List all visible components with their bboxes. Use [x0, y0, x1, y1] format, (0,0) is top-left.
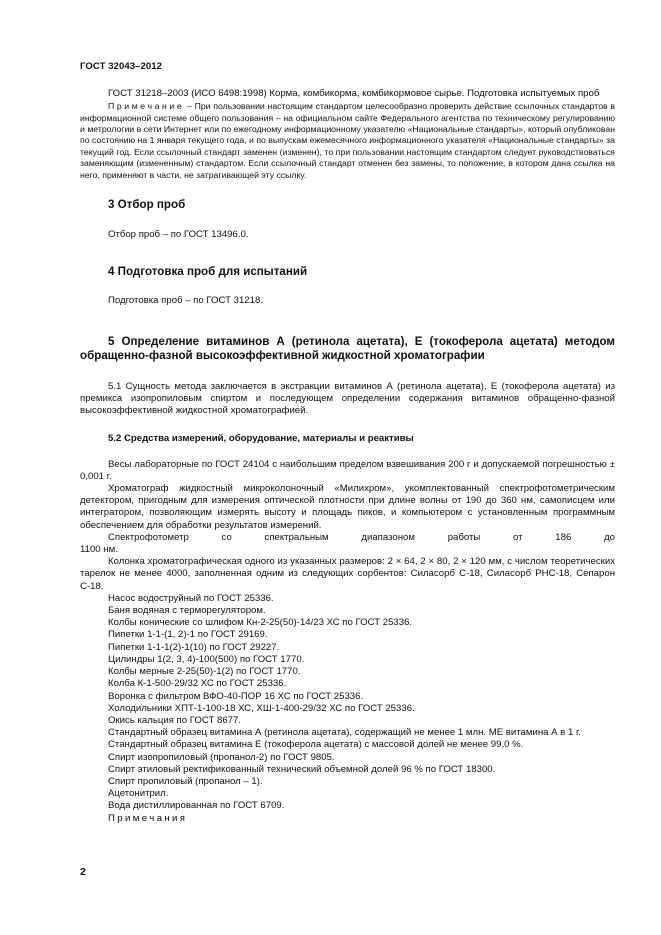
- list-item: Спирт изопропиловый (пропанол-2) по ГОСТ 9805.: [108, 751, 335, 763]
- list-item: Колбы конические со шлифом Кн-2-25(50)-14/23 ХС по ГОСТ 25336.: [108, 617, 413, 629]
- section-5-2-title: 5.2 Средства измерений, оборудование, материалы и реактивы: [108, 433, 414, 445]
- section-3-text: Отбор проб – по ГОСТ 13496.0.: [108, 228, 249, 240]
- list-item: Баня водяная с терморегулятором.: [108, 605, 266, 617]
- list-item: Весы лабораторные по ГОСТ 24104 с наибольшим пределом взвешивания 200 г и допускаемой погрешностью ± 0,001 г.: [80, 458, 615, 482]
- section-4-title: 4 Подготовка проб для испытаний: [108, 264, 308, 278]
- list-item: Колба К-1-500-29/32 ХС по ГОСТ 25336.: [108, 678, 287, 690]
- section-5-title: 5 Определение витаминов А (ретинола ацетата), Е (токоферола ацетата) методом обращенно-фазной высокоэффективной жидкостной хроматографии: [80, 334, 615, 363]
- note-label: Примечание: [108, 101, 185, 112]
- list-item: Насос водоструйный по ГОСТ 25336.: [108, 592, 274, 604]
- list-item: Хроматограф жидкостный микроколоночный «Милихром», укомплектованный спектрофотометрическим детектором, пригодным для измерения оптической плотности при длине волны от 190 до 360 нм, самописцем или интегратором, позволяющим измерять высоту и площадь пиков, и компьютером с установленным программным обеспечением для обработки результатов измерений.: [80, 483, 615, 531]
- section-5-1: 5.1 Сущность метода заключается в экстракции витаминов А (ретинола ацетата), Е (токоферола ацетата) из премикса изопропиловым спиртом и последующем определении содержания витаминов обращенно-фазной высокоэффективной жидкостной хроматографией.: [80, 380, 615, 417]
- list-item: Спектрофотометр со спектральным диапазоном работы от 186 до: [108, 531, 615, 543]
- standard-header: ГОСТ 32043–2012: [80, 61, 163, 72]
- list-item: Пипетки 1-1-1(2)-1(10) по ГОСТ 29227.: [108, 641, 280, 653]
- page-content: [80, 88, 615, 825]
- list-item: Холодильники ХПТ-1-100-18 ХС, ХШ-1-400-29/32 ХС по ГОСТ 25336.: [108, 702, 415, 714]
- list-item: Окись кальция по ГОСТ 8677.: [108, 714, 241, 726]
- reference-note: [80, 101, 615, 181]
- list-item: 1100 нм.: [80, 544, 118, 556]
- section-3-title: 3 Отбор проб: [108, 198, 186, 212]
- list-item: Спирт пропиловый (пропанол – 1).: [108, 775, 263, 787]
- list-item: Воронка с фильтром ВФО-40-ПОР 16 ХС по ГОСТ 25336.: [108, 690, 364, 702]
- note-text: – При пользовании настоящим стандартом целесообразно проверить действие ссылочных стандартов в информационной системе общего пользования – на официальном сайте Федерального агентства по техническому регулированию и метрологии в сети Интернет или по ежегодному информационному указателю «Национальные стандарты», который опубликован по состоянию на 1 января текущего года, и по выпускам ежемесячного информационного указателя «Национальные стандарты» за текущий год. Если ссылочный стандарт заменен (изменен), то при пользовании настоящим стандартом следует руководствоваться заменяющим (измененным) стандартом. Если ссылочный стандарт отменен без замены, то положение, в котором дана ссылка на него, применяют в части, не затрагивающей эту ссылку.: [80, 101, 615, 180]
- list-item: Колбы мерные 2-25(50)-1(2) по ГОСТ 1770.: [108, 666, 301, 678]
- notes-label: Примечания: [108, 812, 188, 824]
- list-item: Спирт этиловый ректификованный технический объемной долей 96 % по ГОСТ 18300.: [108, 763, 496, 775]
- list-item: Вода дистиллированная по ГОСТ 6709.: [108, 800, 285, 812]
- list-item: Цилиндры 1(2, 3, 4)-100(500) по ГОСТ 1770.: [108, 653, 305, 665]
- list-item: Пипетки 1-1-(1, 2)-1 по ГОСТ 29169.: [108, 629, 268, 641]
- list-item: Ацетонитрил.: [108, 788, 169, 800]
- reference-gost-31218: ГОСТ 31218–2003 (ИСО 6498:1998) Корма, комбикорма, комбикормовое сырье. Подготовка испытуемых проб: [108, 88, 600, 99]
- page-number: 2: [80, 866, 86, 878]
- equipment-list: [80, 459, 615, 825]
- list-item: Стандартный образец витамина А (ретинола ацетата), содержащий не менее 1 млн. МЕ витамина А в 1 г.: [108, 727, 581, 739]
- list-item: Стандартный образец витамина Е (токоферола ацетата) с массовой долей не менее 99,0 %.: [108, 739, 524, 751]
- list-item: Колонка хроматографическая одного из указанных размеров: 2 × 64, 2 × 80, 2 × 120 мм, с числом теоретических тарелок не менее 4000, заполненная одним из следующих сорбентов: Силасорб С-18, Силасорб РНС-18, Сепарон С-18.: [80, 556, 615, 592]
- section-4-text: Подготовка проб – по ГОСТ 31218.: [108, 295, 263, 307]
